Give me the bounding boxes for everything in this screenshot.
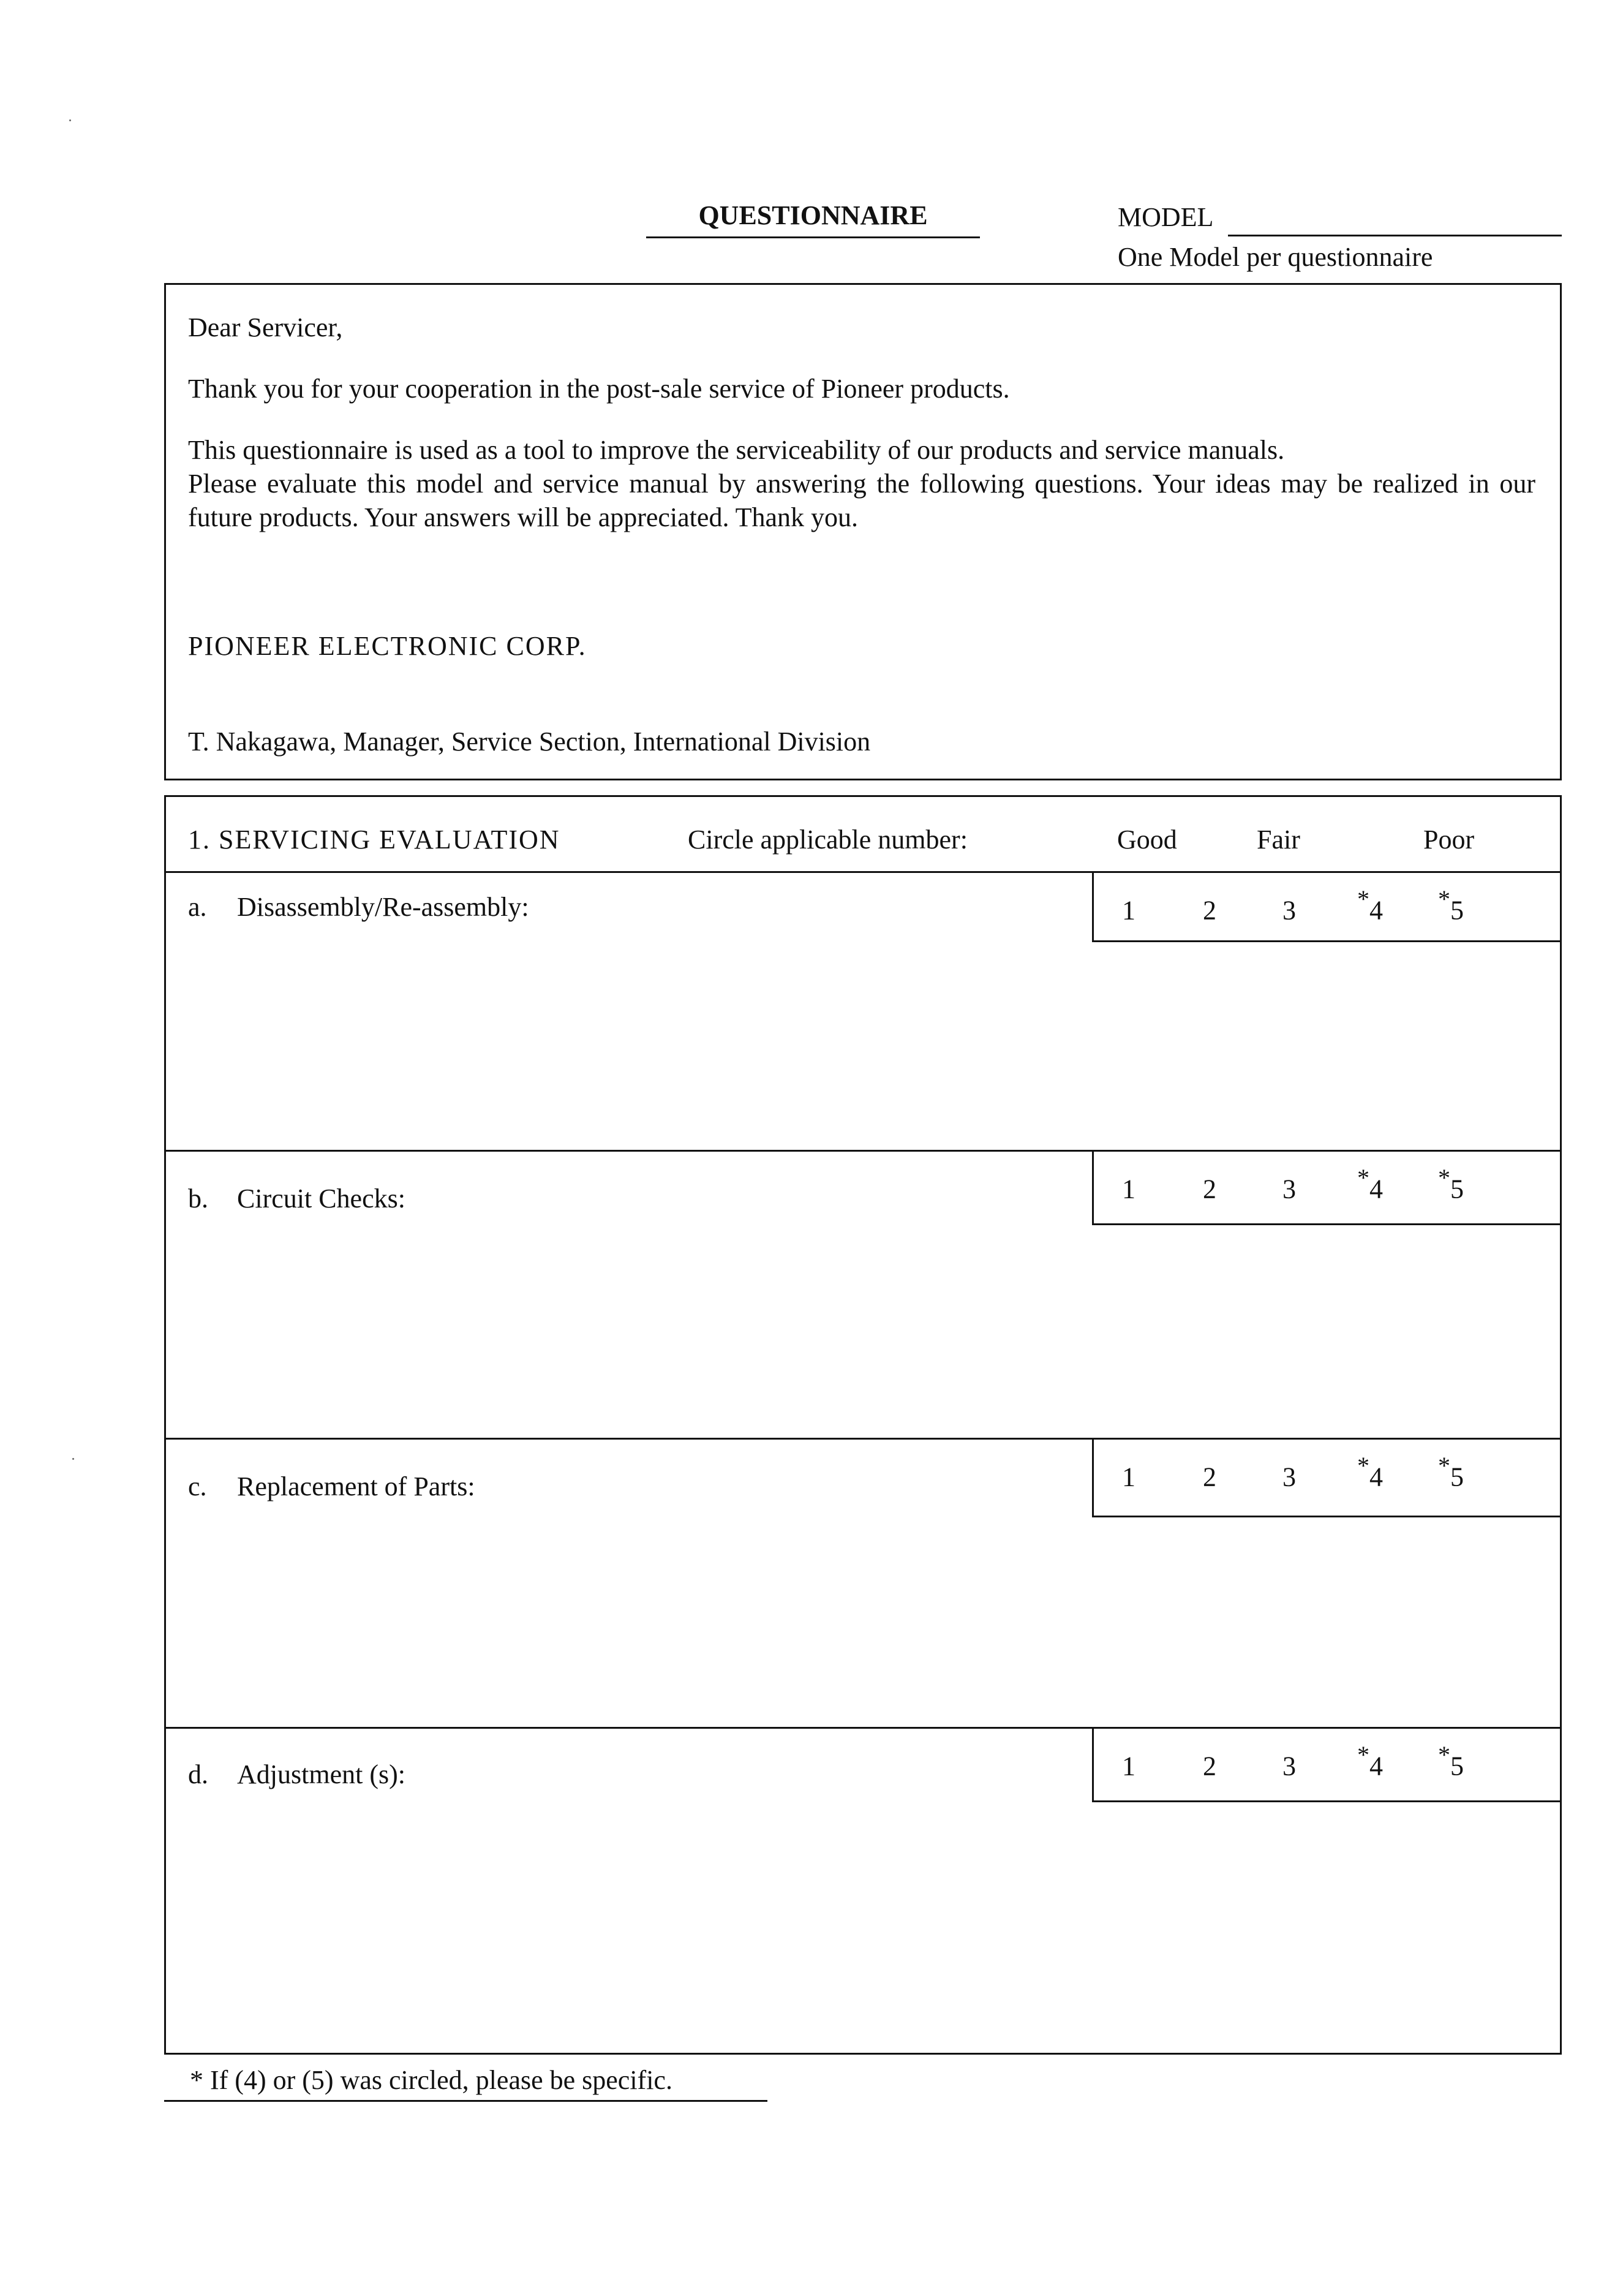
letter-box — [164, 283, 1562, 780]
company-name: PIONEER ELECTRONIC CORP. — [188, 631, 587, 661]
title-underline — [646, 236, 980, 238]
rating-scale — [1092, 871, 1560, 942]
rating-option-3[interactable] — [1282, 1456, 1296, 1491]
rating-option-4[interactable] — [1357, 885, 1383, 926]
item-text: Circuit Checks: — [237, 1184, 405, 1214]
rating-scale — [1092, 1727, 1560, 1802]
rating-value: 2 — [1203, 1462, 1216, 1492]
rating-value: 3 — [1282, 895, 1296, 926]
model-field-underline — [1228, 235, 1562, 236]
rating-value: 5 — [1450, 895, 1464, 926]
rating-option-5[interactable] — [1438, 885, 1464, 926]
rating-value: 5 — [1450, 1462, 1464, 1492]
item-text: Replacement of Parts: — [237, 1471, 475, 1501]
rating-option-1[interactable] — [1122, 1456, 1135, 1491]
section-title: 1. SERVICING EVALUATION — [188, 825, 560, 855]
item-label — [188, 1473, 475, 1500]
scan-speck — [69, 119, 71, 121]
comment-area[interactable] — [188, 1238, 1535, 1361]
scale-label-poor: Poor — [1423, 825, 1475, 855]
rating-scale — [1092, 1438, 1560, 1517]
rating-value: 3 — [1282, 1462, 1296, 1492]
model-label: MODEL — [1118, 202, 1214, 232]
rating-value: 4 — [1369, 1462, 1383, 1492]
rating-option-5[interactable] — [1438, 1452, 1464, 1492]
scale-label-fair: Fair — [1257, 825, 1300, 855]
item-letter: c. — [188, 1471, 207, 1501]
rating-mark: * — [1438, 1741, 1450, 1769]
rating-option-2[interactable] — [1203, 1456, 1216, 1491]
item-text: Adjustment (s): — [237, 1759, 405, 1789]
intro-paragraph-line1: This questionnaire is used as a tool to improve the serviceability of our products and service manuals. — [188, 435, 1285, 465]
salutation: Dear Servicer, — [188, 312, 343, 342]
rating-option-2[interactable] — [1203, 1745, 1216, 1780]
rating-value: 1 — [1122, 1462, 1135, 1492]
rating-option-4[interactable] — [1357, 1741, 1383, 1781]
rating-mark: * — [1438, 1452, 1450, 1479]
item-letter: a. — [188, 892, 207, 922]
rating-option-4[interactable] — [1357, 1164, 1383, 1204]
item-letter: d. — [188, 1759, 208, 1789]
rating-mark: * — [1438, 885, 1450, 913]
rating-scale — [1092, 1150, 1560, 1225]
footnote: * If (4) or (5) was circled, please be specific. — [190, 2065, 672, 2095]
footnote-underline — [164, 2100, 767, 2102]
rating-option-2[interactable] — [1203, 1168, 1216, 1203]
comment-area[interactable] — [188, 1817, 1535, 2001]
item-letter: b. — [188, 1184, 208, 1214]
rating-value: 4 — [1369, 1174, 1383, 1204]
model-note: One Model per questionnaire — [1118, 242, 1433, 272]
rating-value: 2 — [1203, 1174, 1216, 1204]
rating-option-2[interactable] — [1203, 889, 1216, 924]
rating-value: 1 — [1122, 1751, 1135, 1781]
rating-mark: * — [1357, 1452, 1369, 1479]
scale-label-good: Good — [1117, 825, 1177, 855]
intro-paragraph: Please evaluate this model and service manual by answering the following questions. Your ideas may be realized in our future products. Your answers will be appreciated. Thank you. — [188, 469, 1535, 532]
rating-option-1[interactable] — [1122, 1745, 1135, 1780]
rating-value: 3 — [1282, 1174, 1296, 1204]
rating-value: 5 — [1450, 1751, 1464, 1781]
item-label — [188, 1185, 405, 1212]
rating-option-5[interactable] — [1438, 1741, 1464, 1781]
rating-option-3[interactable] — [1282, 889, 1296, 924]
servicing-evaluation-box — [164, 795, 1562, 2055]
rating-value: 4 — [1369, 895, 1383, 926]
signature: T. Nakagawa, Manager, Service Section, International Division — [188, 727, 871, 757]
instruction-text: Circle applicable number: — [688, 825, 968, 855]
model-field[interactable] — [1231, 204, 1559, 232]
rating-mark: * — [1357, 885, 1369, 913]
rating-mark: * — [1357, 1164, 1369, 1191]
rating-option-4[interactable] — [1357, 1452, 1383, 1492]
page-title: QUESTIONNAIRE — [698, 200, 928, 230]
rating-value: 2 — [1203, 1751, 1216, 1781]
item-label — [188, 894, 529, 921]
thanks-text: Thank you for your cooperation in the post-sale service of Pioneer products. — [188, 374, 1010, 404]
rating-option-3[interactable] — [1282, 1745, 1296, 1780]
rating-option-5[interactable] — [1438, 1164, 1464, 1204]
rating-mark: * — [1438, 1164, 1450, 1191]
item-label — [188, 1761, 405, 1788]
rating-option-1[interactable] — [1122, 889, 1135, 924]
rating-value: 4 — [1369, 1751, 1383, 1781]
rating-value: 1 — [1122, 895, 1135, 926]
scan-speck — [72, 1458, 74, 1460]
item-text: Disassembly/Re-assembly: — [237, 892, 529, 922]
rating-option-1[interactable] — [1122, 1168, 1135, 1203]
comment-area[interactable] — [188, 950, 1535, 1073]
rating-value: 1 — [1122, 1174, 1135, 1204]
rating-value: 2 — [1203, 895, 1216, 926]
rating-option-3[interactable] — [1282, 1168, 1296, 1203]
rating-value: 3 — [1282, 1751, 1296, 1781]
comment-area[interactable] — [188, 1529, 1535, 1652]
rating-mark: * — [1357, 1741, 1369, 1769]
rating-value: 5 — [1450, 1174, 1464, 1204]
